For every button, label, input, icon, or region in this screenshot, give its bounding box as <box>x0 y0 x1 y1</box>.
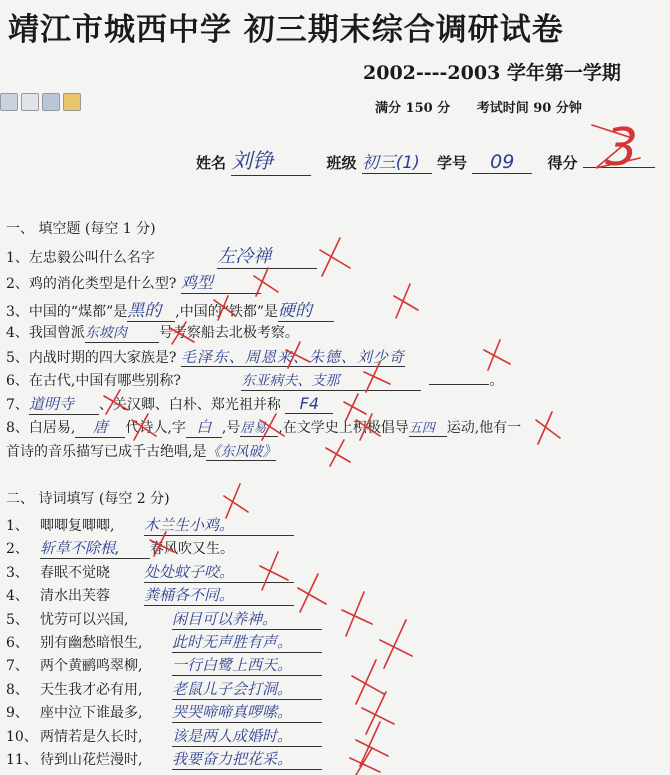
q-text: 运动,他有一 <box>446 420 522 436</box>
poem-item <box>6 678 322 700</box>
id-label: 学号 <box>436 154 467 172</box>
q-num: 2、 <box>6 276 29 292</box>
cross-mark <box>380 620 412 668</box>
q3-answer-b: 硬的 <box>278 296 334 322</box>
question-2 <box>6 270 261 294</box>
cross-mark <box>484 340 510 370</box>
poem-num: 5、 <box>6 611 29 628</box>
poem-num: 8、 <box>6 681 29 698</box>
q7-answer-a: 道明寺 <box>29 393 99 415</box>
poem-item <box>6 537 234 559</box>
poem-answer: 我要奋力把花采。 <box>172 748 322 770</box>
question-8-cont <box>6 441 276 461</box>
q-text: ,中国的“铁都”是 <box>175 304 279 320</box>
id-value: 09 <box>472 151 532 174</box>
exam-title: 靖江市城西中学 初三期末综合调研试卷 <box>8 12 564 48</box>
poem-prompt: 别有幽愁暗恨生, <box>40 635 143 651</box>
q-text: 鸡的消化类型是什么型? <box>28 276 177 292</box>
class-value: 初三(1) <box>362 148 432 174</box>
q5-answer: 毛泽东、周恩来、朱德、刘少奇 <box>180 348 405 366</box>
poem-prompt: 唧唧复唧唧, <box>40 518 115 534</box>
poem-item <box>6 608 322 630</box>
cross-mark <box>352 660 384 704</box>
q3-answer-a: 黑的 <box>127 296 175 322</box>
poem-item <box>6 748 322 770</box>
poem-prompt: 天生我才必有用, <box>40 681 143 698</box>
q6-period: 。 <box>489 373 504 389</box>
q-text: ,在文学史上积极倡导 <box>278 420 409 436</box>
poem-num: 2、 <box>6 541 29 558</box>
poem-prompt: 两个黄鹂鸣翠柳, <box>40 658 143 675</box>
q-text: 左忠毅公叫什么名字 <box>28 250 155 266</box>
q1-answer: 左冷禅 <box>217 242 317 269</box>
q4-answer: 东坡肉 <box>85 322 159 343</box>
q8-answer-b: 白 <box>186 416 222 438</box>
q7-answer-b: F4 <box>285 394 333 414</box>
q8-answer-c: 居易 <box>240 417 278 437</box>
poem-answer: 此时无声胜有声。 <box>172 631 322 653</box>
poem-answer: 一行白鹭上西天。 <box>172 654 322 676</box>
q-text: ,号 <box>221 420 241 436</box>
cross-mark <box>342 592 372 636</box>
school-term: 2002----2003 学年第一学期 <box>363 62 621 84</box>
question-7 <box>6 393 333 415</box>
question-5 <box>6 346 405 367</box>
exam-meta <box>375 97 604 116</box>
question-6 <box>6 370 503 391</box>
poem-num: 11、 <box>6 752 38 768</box>
q-text: 、关汉卿、白朴、郑光祖并称 <box>98 397 281 413</box>
q-num: 8、 <box>6 420 29 436</box>
score-label: 得分 <box>547 154 578 172</box>
question-3 <box>6 296 334 322</box>
q6-answer: 东亚病夫、支那 <box>241 370 421 391</box>
poem-prompt: 两情若是久长时, <box>40 728 143 745</box>
poem-prompt: 春风吹又生。 <box>150 541 234 558</box>
poem-answer: 处处蚊子咬。 <box>144 561 294 583</box>
poem-answer: 粪桶各不同。 <box>144 584 294 606</box>
poem-item <box>6 514 294 536</box>
q-text: 白居易, <box>28 420 76 436</box>
poem-item <box>6 701 322 723</box>
poem-answer: 木兰生小鸡。 <box>144 514 294 536</box>
q2-answer: 鸡型 <box>181 270 261 294</box>
q6-blank <box>429 384 489 385</box>
name-label: 姓名 <box>196 154 227 172</box>
poem-num: 1、 <box>6 518 29 534</box>
poem-num: 10、 <box>6 728 38 745</box>
q-text: 首诗的音乐描写已成千古绝唱,是 <box>6 444 207 460</box>
poem-num: 9、 <box>6 705 29 722</box>
poem-num: 4、 <box>6 588 29 605</box>
cross-mark <box>362 692 394 734</box>
poem-item <box>6 654 322 676</box>
cross-mark <box>326 440 350 466</box>
poem-answer: 闲目可以养神。 <box>172 608 322 630</box>
poem-answer: 哭哭啼啼真啰嗦。 <box>172 701 322 723</box>
poem-num: 7、 <box>6 658 29 675</box>
question-1 <box>6 242 317 269</box>
q-text: 代诗人,字 <box>125 420 186 436</box>
print-icon[interactable] <box>0 93 18 111</box>
q-text: 中国的“煤都”是 <box>28 304 128 320</box>
section1-heading: 一、 填空题 (每空 1 分) <box>6 221 156 237</box>
preview-icon[interactable] <box>21 93 39 111</box>
section2-heading: 二、 诗词填写 (每空 2 分) <box>6 491 170 507</box>
poem-prompt: 忧劳可以兴国, <box>40 611 129 628</box>
cross-mark <box>356 722 388 766</box>
poem-item <box>6 584 294 606</box>
poem-prompt: 清水出芙蓉 <box>40 588 110 605</box>
cross-mark <box>350 748 380 775</box>
poem-prompt: 待到山花烂漫时, <box>40 752 143 768</box>
q8-answer-e: 《东风破》 <box>206 444 277 460</box>
cross-mark <box>320 238 350 276</box>
poem-answer: 老鼠儿子会打洞。 <box>172 678 322 700</box>
cross-mark <box>536 412 560 444</box>
question-4 <box>6 322 299 343</box>
poem-item <box>6 561 294 583</box>
save-icon[interactable] <box>42 93 60 111</box>
q-text: 在古代,中国有哪些别称? <box>28 373 181 389</box>
q-text: 我国曾派 <box>28 325 85 341</box>
cross-mark <box>224 484 248 518</box>
q-num: 1、 <box>6 250 29 266</box>
q-num: 5、 <box>6 350 29 366</box>
cross-mark <box>394 284 418 318</box>
score-value: 3 <box>605 118 639 178</box>
poem-item <box>6 631 322 653</box>
poem-answer: 该是两人成婚时。 <box>172 725 322 747</box>
q8-answer-a: 唐 <box>75 416 125 438</box>
student-info-row <box>196 145 655 176</box>
q-num: 6、 <box>6 373 29 389</box>
poem-num: 3、 <box>6 564 29 581</box>
q-num: 4、 <box>6 325 29 341</box>
poem-prompt: 座中泣下谁最多, <box>40 705 143 722</box>
pdf-icon[interactable] <box>63 93 81 111</box>
poem-prompt: 春眠不觉晓 <box>40 564 110 581</box>
exam-time: 考试时间 90 分钟 <box>476 101 582 116</box>
q8-answer-d: 五四 <box>409 417 447 437</box>
poem-item <box>6 725 322 747</box>
question-8 <box>6 416 521 438</box>
q-text: 号考察船去北极考察。 <box>158 325 299 341</box>
poem-answer: 斩草不除根, <box>40 537 150 559</box>
name-value: 刘铮 <box>231 145 311 176</box>
cross-mark <box>298 574 326 612</box>
q-text: 内战时期的四大家族是? <box>28 350 177 366</box>
poem-num: 6、 <box>6 635 29 651</box>
viewer-toolbar <box>0 93 81 113</box>
class-label: 班级 <box>326 154 357 172</box>
q-num: 7、 <box>6 397 29 413</box>
q-num: 3、 <box>6 304 29 320</box>
full-score: 满分 150 分 <box>375 101 451 116</box>
